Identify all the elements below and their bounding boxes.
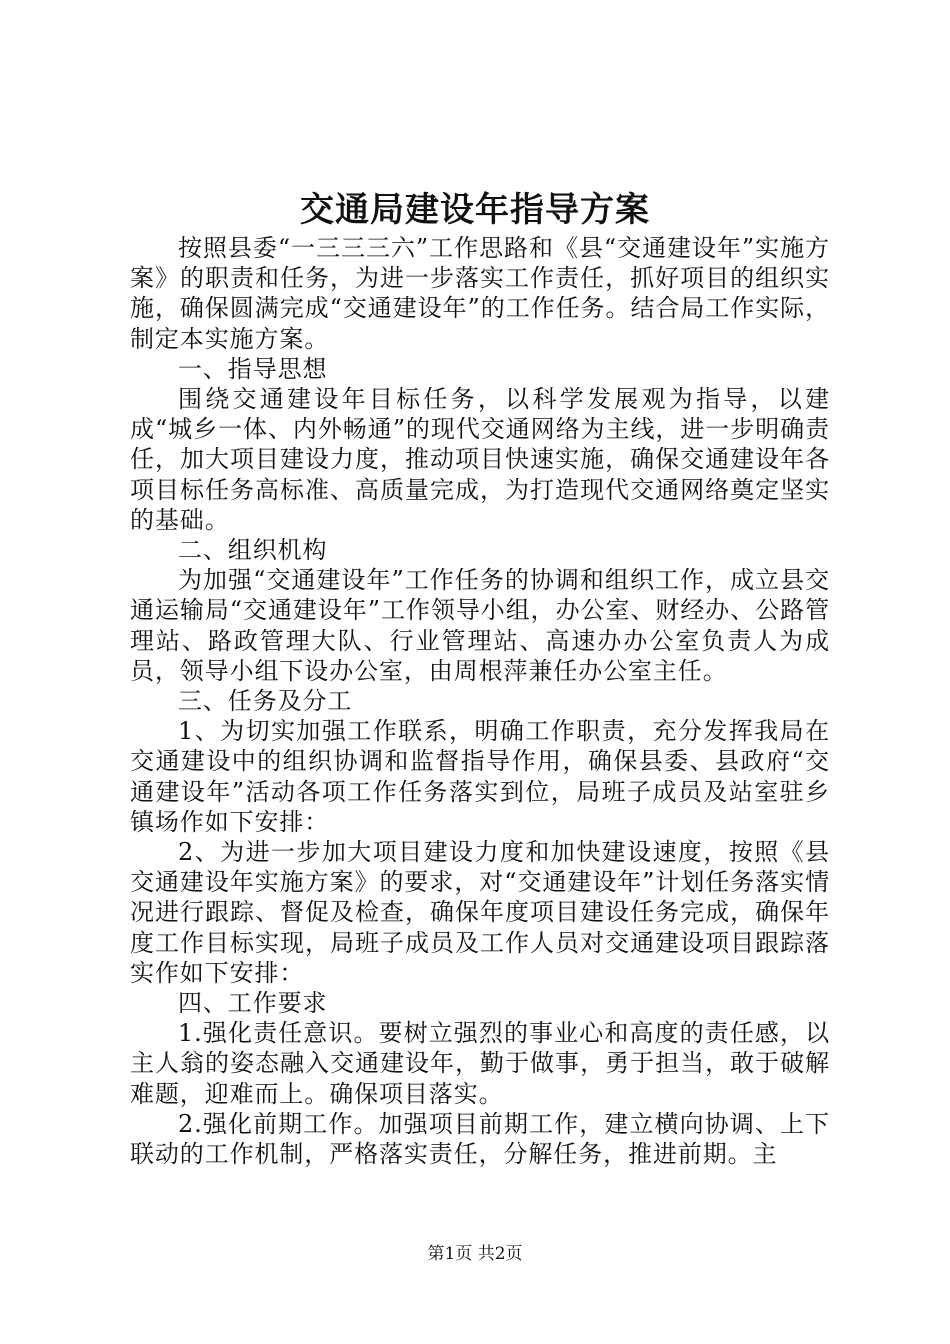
section-heading-guiding-ideology: 一、指导思想: [178, 354, 328, 383]
requirement-item-2: 2.强化前期工作。加强项目前期工作，建立横向协调、上下联动的工作机制，严格落实责任，分解任务，推进前期。主: [130, 1109, 830, 1169]
organization-paragraph: 为加强“交通建设年”工作任务的协调和组织工作，成立县交通运输局“交通建设年”工作领导小组，办公室、财经办、公路管理站、路政管理大队、行业管理站、高速办办公室负责人为成员，领导小组下设办公室，由周根萍兼任办公室主任。: [130, 566, 830, 685]
document-body: [130, 233, 830, 1169]
task-item-2: 2、为进一步加大项目建设力度和加快建设速度，按照《县交通建设年实施方案》的要求，对“交通建设年”计划任务落实情况进行跟踪、督促及检查，确保年度项目建设任务完成，确保年度工作目标实现，局班子成员及工作人员对交通建设项目跟踪落实作如下安排：: [130, 838, 830, 987]
requirement-item-1: 1.强化责任意识。要树立强烈的事业心和高度的责任感，以主人翁的姿态融入交通建设年，勤于做事，勇于担当，敢于破解难题，迎难而上。确保项目落实。: [130, 1019, 830, 1108]
section-heading-tasks: 三、任务及分工: [178, 687, 353, 716]
intro-paragraph: 按照县委“一三三三六”工作思路和《县“交通建设年”实施方案》的职责和任务，为进一步落实工作责任，抓好项目的组织实施，确保圆满完成“交通建设年”的工作任务。结合局工作实际，制定本实施方案。: [130, 234, 830, 353]
section-heading-requirements: 四、工作要求: [178, 989, 328, 1018]
task-item-1: 1、为切实加强工作联系，明确工作职责，充分发挥我局在交通建设中的组织协调和监督指导作用，确保县委、县政府“交通建设年”活动各项工作任务落实到位，局班子成员及站室驻乡镇场作如下安排：: [130, 717, 830, 836]
page-footer: 第1页 共2页: [427, 1244, 523, 1264]
guiding-ideology-paragraph: 围绕交通建设年目标任务，以科学发展观为指导，以建成“城乡一体、内外畅通”的现代交通网络为主线，进一步明确责任，加大项目建设力度，推动项目快速实施，确保交通建设年各项目标任务高标准、高质量完成，为打造现代交通网络奠定坚实的基础。: [130, 385, 830, 534]
document-title: 交通局建设年指导方案: [300, 190, 650, 230]
section-heading-organization: 二、组织机构: [178, 536, 328, 565]
